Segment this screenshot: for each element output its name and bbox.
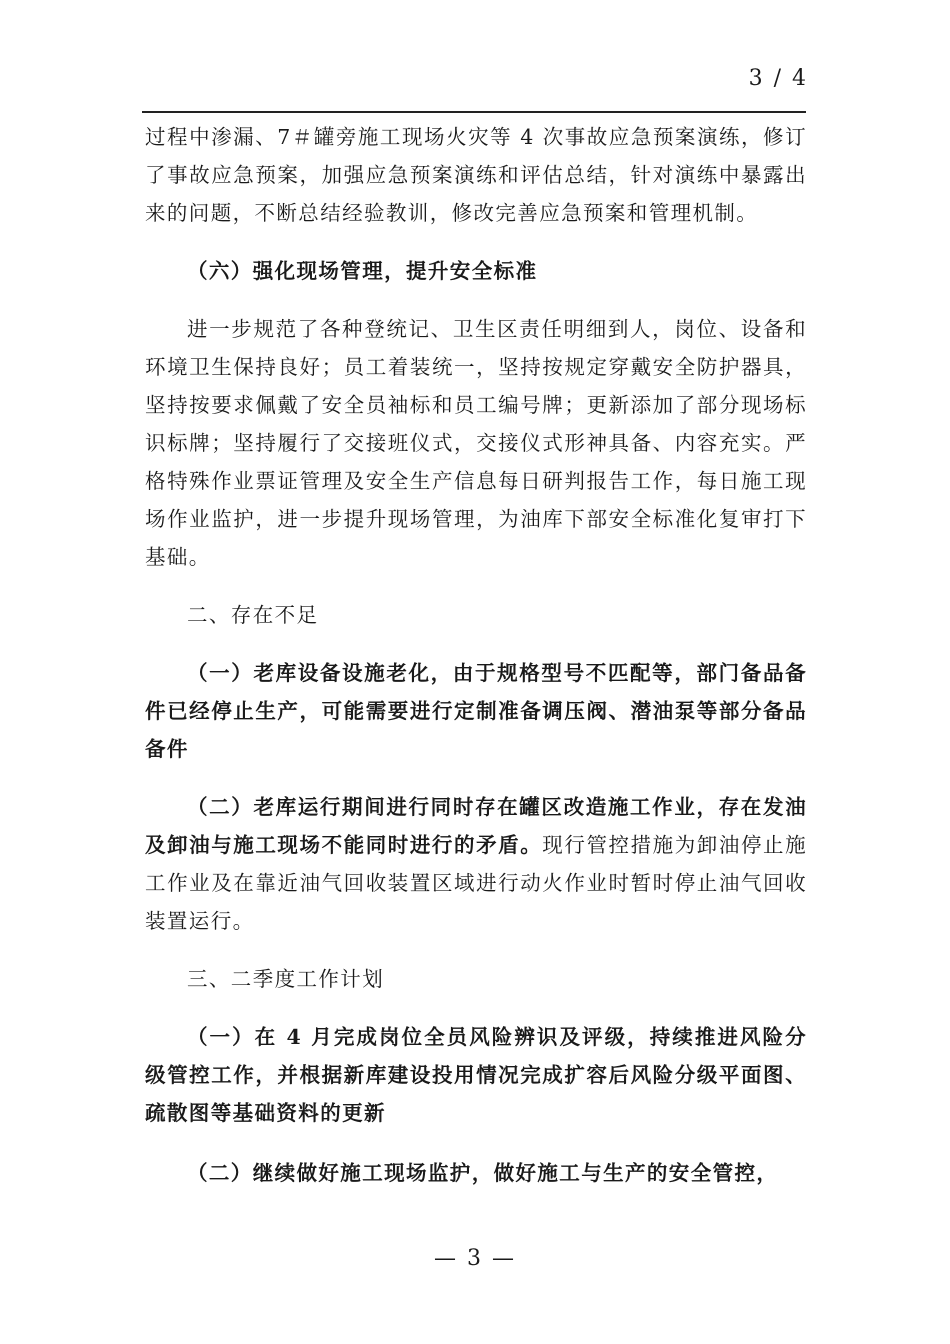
- paragraph-shortcoming-two: [145, 788, 807, 940]
- paragraph-plan-two: （二）继续做好施工现场监护，做好施工与生产的安全管控，: [187, 1161, 779, 1185]
- paragraph-drill-summary: 过程中渗漏、7＃罐旁施工现场火灾等 4 次事故应急预案演练，修订了事故应急预案，加强应急预案演练和评估总结，针对演练中暴露出来的问题，不断总结经验教训，修改完善应急预案和管理机制。: [145, 125, 807, 225]
- section-heading-shortcomings: 二、存在不足: [187, 603, 319, 627]
- shortcoming-two-bold: （二）老库运行期间进行同时存在罐区改造施工作业，存在发油及卸油与施工现场不能同时进行的矛盾。: [145, 795, 807, 857]
- header-divider: [142, 111, 806, 113]
- section-heading-q2-plan: 三、二季度工作计划: [187, 967, 385, 991]
- paragraph-site-management: 进一步规范了各种登统记、卫生区责任明细到人，岗位、设备和环境卫生保持良好；员工着装统一，坚持按规定穿戴安全防护器具，坚持按要求佩戴了安全员袖标和员工编号牌；更新添加了部分现场标识标牌；坚持履行了交接班仪式，交接仪式形神具备、内容充实。严格特殊作业票证管理及安全生产信息每日研判报告工作，每日施工现场作业监护，进一步提升现场管理，为油库下部安全标准化复审打下基础。: [145, 317, 807, 569]
- section-heading-six: （六）强化现场管理，提升安全标准: [187, 259, 538, 283]
- shortcoming-two-rest: 现行管控措施为卸油停止施工作业及在靠近油气回收装置区域进行动火作业时暂时停止油气回收装置运行。: [145, 833, 807, 933]
- document-body: [145, 118, 807, 1192]
- paragraph-plan-one: （一）在 4 月完成岗位全员风险辨识及评级，持续推进风险分级管控工作，并根据新库建设投用情况完成扩容后风险分级平面图、疏散图等基础资料的更新: [145, 1025, 807, 1125]
- paragraph-shortcoming-one: （一）老库设备设施老化，由于规格型号不匹配等，部门备品备件已经停止生产，可能需要进行定制准备调压阀、潜油泵等部分备品备件: [145, 661, 807, 761]
- page-indicator: 3 / 4: [748, 66, 808, 91]
- footer-page-number: — 3 —: [434, 1246, 516, 1271]
